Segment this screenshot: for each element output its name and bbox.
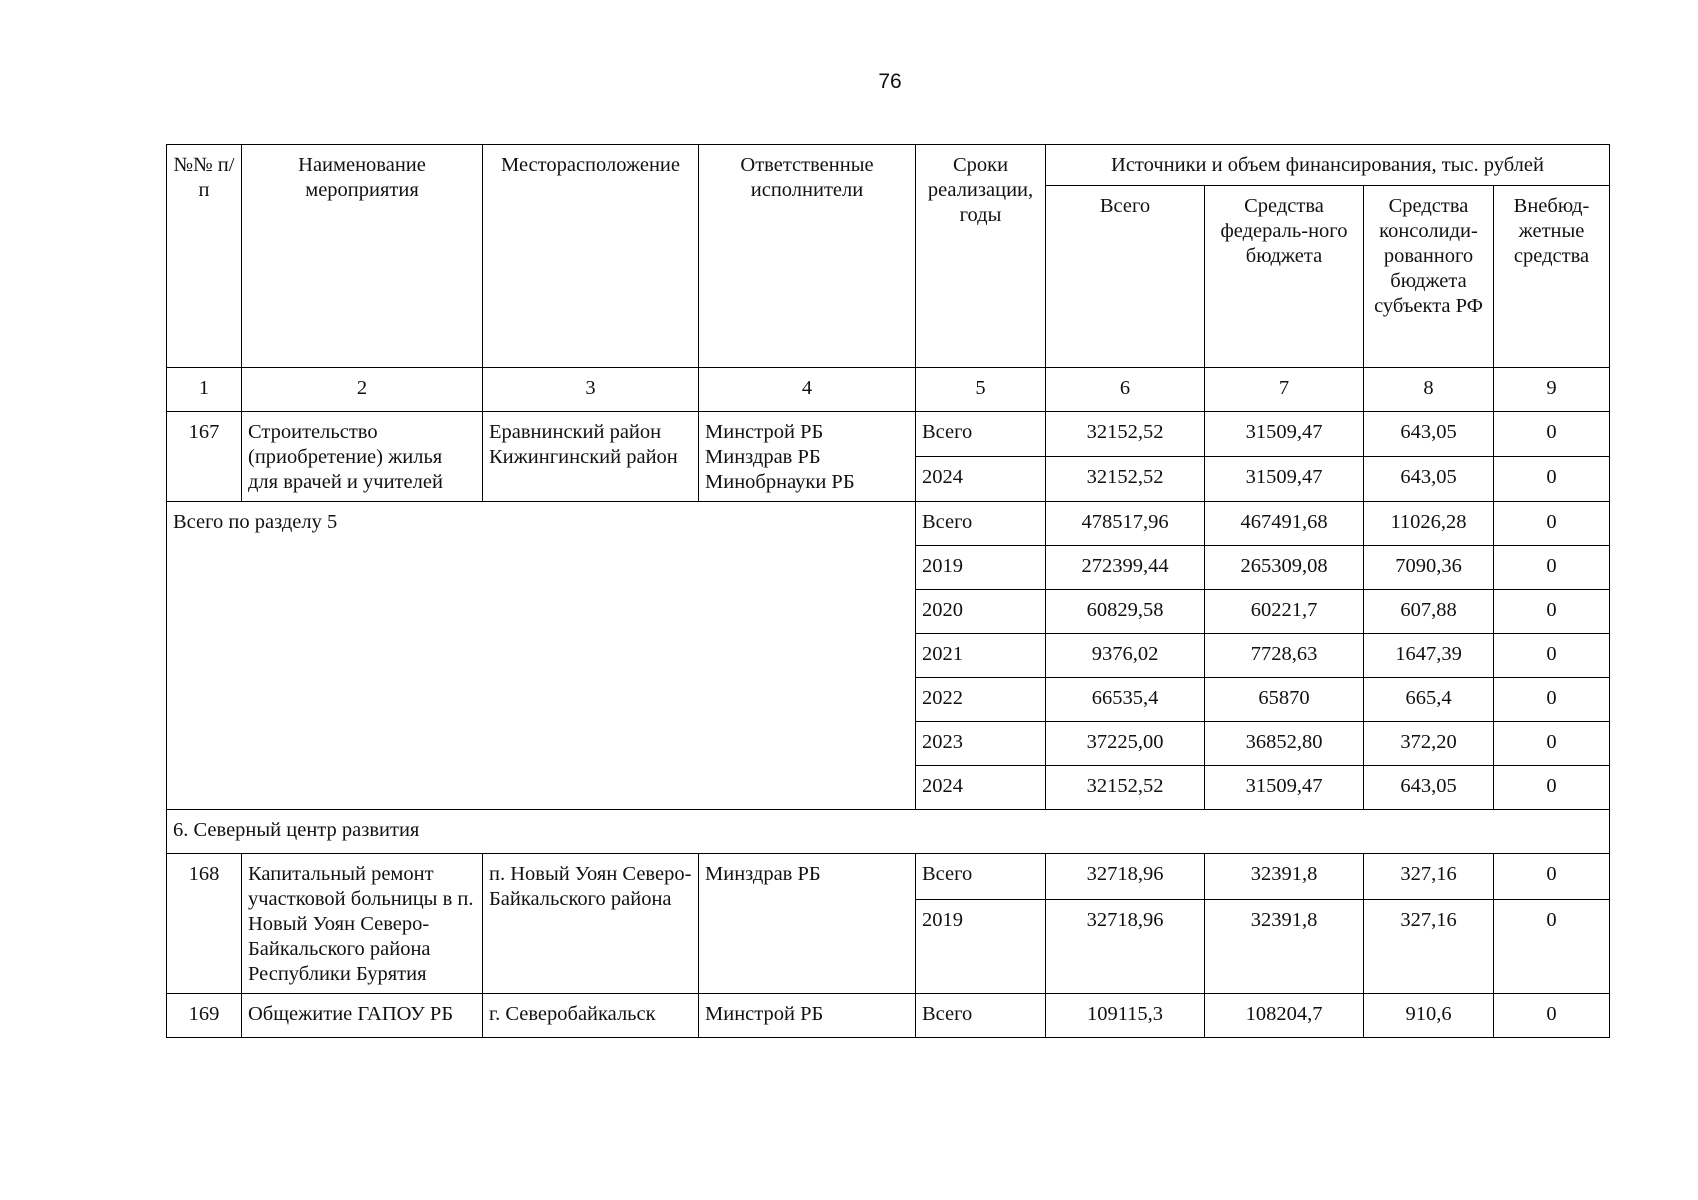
federal-cell: 108204,7 (1205, 994, 1364, 1038)
federal-cell: 65870 (1205, 678, 1364, 722)
table-row (167, 412, 1610, 457)
total-cell: 66535,4 (1046, 678, 1205, 722)
regional-cell: 7090,36 (1364, 546, 1494, 590)
extra-cell: 0 (1494, 854, 1610, 900)
row-number: 167 (167, 412, 242, 502)
total-cell: 9376,02 (1046, 634, 1205, 678)
extra-cell: 0 (1494, 722, 1610, 766)
extra-cell: 0 (1494, 678, 1610, 722)
total-cell: 32152,52 (1046, 766, 1205, 810)
regional-cell: 643,05 (1364, 457, 1494, 502)
column-number: 7 (1205, 368, 1364, 412)
federal-cell: 31509,47 (1205, 412, 1364, 457)
regional-cell: 372,20 (1364, 722, 1494, 766)
total-cell: 60829,58 (1046, 590, 1205, 634)
header-location: Месторасположение (483, 145, 699, 368)
period-cell: 2021 (916, 634, 1046, 678)
federal-cell: 265309,08 (1205, 546, 1364, 590)
extra-cell: 0 (1494, 546, 1610, 590)
event-responsible: Минздрав РБ (699, 854, 916, 994)
event-responsible: Минстрой РБ Минздрав РБ Минобрнауки РБ (699, 412, 916, 502)
extra-cell: 0 (1494, 412, 1610, 457)
period-cell: Всего (916, 994, 1046, 1038)
column-number: 1 (167, 368, 242, 412)
column-numbers-row (167, 368, 1610, 412)
header-total: Всего (1046, 186, 1205, 368)
row-number: 168 (167, 854, 242, 994)
extra-cell: 0 (1494, 457, 1610, 502)
period-cell: Всего (916, 412, 1046, 457)
event-location: п. Новый Уоян Северо-Байкальского района (483, 854, 699, 994)
section-total-row (167, 502, 1610, 546)
table-row (167, 994, 1610, 1038)
regional-cell: 1647,39 (1364, 634, 1494, 678)
table-row (167, 854, 1610, 900)
column-number: 2 (242, 368, 483, 412)
period-cell: 2023 (916, 722, 1046, 766)
federal-cell: 36852,80 (1205, 722, 1364, 766)
total-cell: 32152,52 (1046, 412, 1205, 457)
regional-cell: 327,16 (1364, 899, 1494, 993)
event-responsible: Минстрой РБ (699, 994, 916, 1038)
federal-cell: 7728,63 (1205, 634, 1364, 678)
column-number: 6 (1046, 368, 1205, 412)
column-number: 8 (1364, 368, 1494, 412)
financing-table (166, 144, 1610, 1038)
header-sources: Источники и объем финансирования, тыс. рублей (1046, 145, 1610, 186)
event-name: Капитальный ремонт участковой больницы в п. Новый Уоян Северо-Байкальского района Республики Бурятия (242, 854, 483, 994)
total-cell: 109115,3 (1046, 994, 1205, 1038)
table-header-row (167, 145, 1610, 186)
period-cell: 2019 (916, 899, 1046, 993)
regional-cell: 643,05 (1364, 412, 1494, 457)
period-cell: 2022 (916, 678, 1046, 722)
regional-cell: 607,88 (1364, 590, 1494, 634)
column-number: 5 (916, 368, 1046, 412)
column-number: 3 (483, 368, 699, 412)
header-period: Сроки реализации, годы (916, 145, 1046, 368)
federal-cell: 32391,8 (1205, 899, 1364, 993)
total-cell: 32718,96 (1046, 854, 1205, 900)
total-cell: 478517,96 (1046, 502, 1205, 546)
regional-cell: 11026,28 (1364, 502, 1494, 546)
page-number: 76 (878, 70, 902, 93)
total-cell: 272399,44 (1046, 546, 1205, 590)
period-cell: 2020 (916, 590, 1046, 634)
period-cell: Всего (916, 502, 1046, 546)
header-responsible: Ответственные исполнители (699, 145, 916, 368)
section-total-label: Всего по разделу 5 (167, 502, 916, 810)
section-title-row (167, 810, 1610, 854)
extra-cell: 0 (1494, 899, 1610, 993)
federal-cell: 60221,7 (1205, 590, 1364, 634)
extra-cell: 0 (1494, 634, 1610, 678)
federal-cell: 467491,68 (1205, 502, 1364, 546)
federal-cell: 32391,8 (1205, 854, 1364, 900)
extra-cell: 0 (1494, 994, 1610, 1038)
extra-cell: 0 (1494, 766, 1610, 810)
federal-cell: 31509,47 (1205, 766, 1364, 810)
extra-cell: 0 (1494, 502, 1610, 546)
extra-cell: 0 (1494, 590, 1610, 634)
period-cell: 2024 (916, 457, 1046, 502)
header-num: №№ п/п (167, 145, 242, 368)
row-number: 169 (167, 994, 242, 1038)
period-cell: Всего (916, 854, 1046, 900)
event-name: Строительство (приобретение) жилья для врачей и учителей (242, 412, 483, 502)
header-extra: Внебюд-жетные средства (1494, 186, 1610, 368)
section-title: 6. Северный центр развития (167, 810, 1610, 854)
column-number: 9 (1494, 368, 1610, 412)
regional-cell: 327,16 (1364, 854, 1494, 900)
header-federal: Средства федераль-ного бюджета (1205, 186, 1364, 368)
event-location: г. Северобайкальск (483, 994, 699, 1038)
federal-cell: 31509,47 (1205, 457, 1364, 502)
total-cell: 32152,52 (1046, 457, 1205, 502)
regional-cell: 643,05 (1364, 766, 1494, 810)
total-cell: 37225,00 (1046, 722, 1205, 766)
regional-cell: 665,4 (1364, 678, 1494, 722)
header-regional: Средства консолиди-рованного бюджета субъекта РФ (1364, 186, 1494, 368)
event-location: Еравнинский район Кижингинский район (483, 412, 699, 502)
total-cell: 32718,96 (1046, 899, 1205, 993)
period-cell: 2019 (916, 546, 1046, 590)
header-name: Наименование мероприятия (242, 145, 483, 368)
period-cell: 2024 (916, 766, 1046, 810)
column-number: 4 (699, 368, 916, 412)
event-name: Общежитие ГАПОУ РБ (242, 994, 483, 1038)
regional-cell: 910,6 (1364, 994, 1494, 1038)
